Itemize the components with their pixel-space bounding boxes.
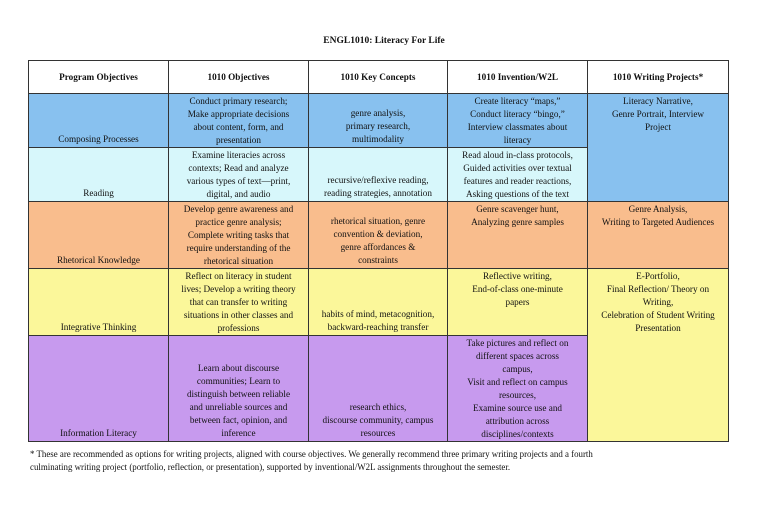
objective-cell: Composing Processes (29, 94, 169, 148)
objectives-cell: Develop genre awareness and practice genre analysis; Complete writing tasks that require understanding of the rhetorical situation (169, 202, 309, 269)
objectives-cell: Examine literacies across contexts; Read and analyze various types of text—print, digital, and audio (169, 148, 309, 202)
key-concepts-cell: research ethics, discourse community, campus resources (309, 336, 448, 442)
header-row (29, 61, 729, 94)
header-invention-w2l: 1010 Invention/W2L (448, 61, 588, 94)
invention-cell: Reflective writing, End-of-class one-minute papers (448, 269, 588, 336)
key-concepts-cell: recursive/reflexive reading, reading strategies, annotation (309, 148, 448, 202)
key-concepts-cell: rhetorical situation, genre convention & deviation, genre affordances & constraints (309, 202, 448, 269)
objective-cell: Rhetorical Knowledge (29, 202, 169, 269)
objectives-cell: Learn about discourse communities; Learn to distinguish between reliable and unreliable sources and between fact, opinion, and inference (169, 336, 309, 442)
key-concepts-cell: habits of mind, metacognition, backward-reaching transfer (309, 269, 448, 336)
document-title: ENGL1010: Literacy For Life (323, 36, 445, 46)
objective-cell: Information Literacy (29, 336, 169, 442)
header-key-concepts: 1010 Key Concepts (309, 61, 448, 94)
objective-cell: Reading (29, 148, 169, 202)
row-integrative-thinking (29, 269, 729, 336)
writing-projects-cell: E-Portfolio, Final Reflection/ Theory on Writing, Celebration of Student Writing Presentation (588, 269, 729, 442)
row-composing-processes (29, 94, 729, 148)
objectives-cell: Reflect on literacy in student lives; Develop a writing theory that can transfer to writing situations in other classes and professions (169, 269, 309, 336)
header-writing-projects: 1010 Writing Projects* (588, 61, 729, 94)
invention-cell: Genre scavenger hunt, Analyzing genre samples (448, 202, 588, 269)
writing-projects-cell: Genre Analysis, Writing to Targeted Audiences (588, 202, 729, 269)
footnote (30, 448, 730, 474)
key-concepts-cell: genre analysis, primary research, multimodality (309, 94, 448, 148)
invention-cell: Create literacy “maps,” Conduct literacy “bingo,” Interview classmates about literacy (448, 94, 588, 148)
objectives-cell: Conduct primary research; Make appropriate decisions about content, form, and presentation (169, 94, 309, 148)
invention-cell: Read aloud in-class protocols, Guided activities over textual features and reader reactions, Asking questions of the text (448, 148, 588, 202)
objective-cell: Integrative Thinking (29, 269, 169, 336)
footnote-line: * These are recommended as options for writing projects, aligned with course objectives. We generally recommend three primary writing projects and a fourth (30, 449, 593, 459)
header-program-objectives: Program Objectives (29, 61, 169, 94)
header-1010-objectives: 1010 Objectives (169, 61, 309, 94)
footnote-line: culminating writing project (portfolio, reflection, or presentation), supported by inventional/W2L assignments throughout the semester. (30, 462, 511, 472)
row-rhetorical-knowledge (29, 202, 729, 269)
writing-projects-cell: Literacy Narrative, Genre Portrait, Interview Project (588, 94, 729, 202)
invention-cell: Take pictures and reflect on different spaces across campus, Visit and reflect on campus resources, Examine source use and attribution across disciplines/contexts (448, 336, 588, 442)
objectives-table (28, 60, 729, 442)
